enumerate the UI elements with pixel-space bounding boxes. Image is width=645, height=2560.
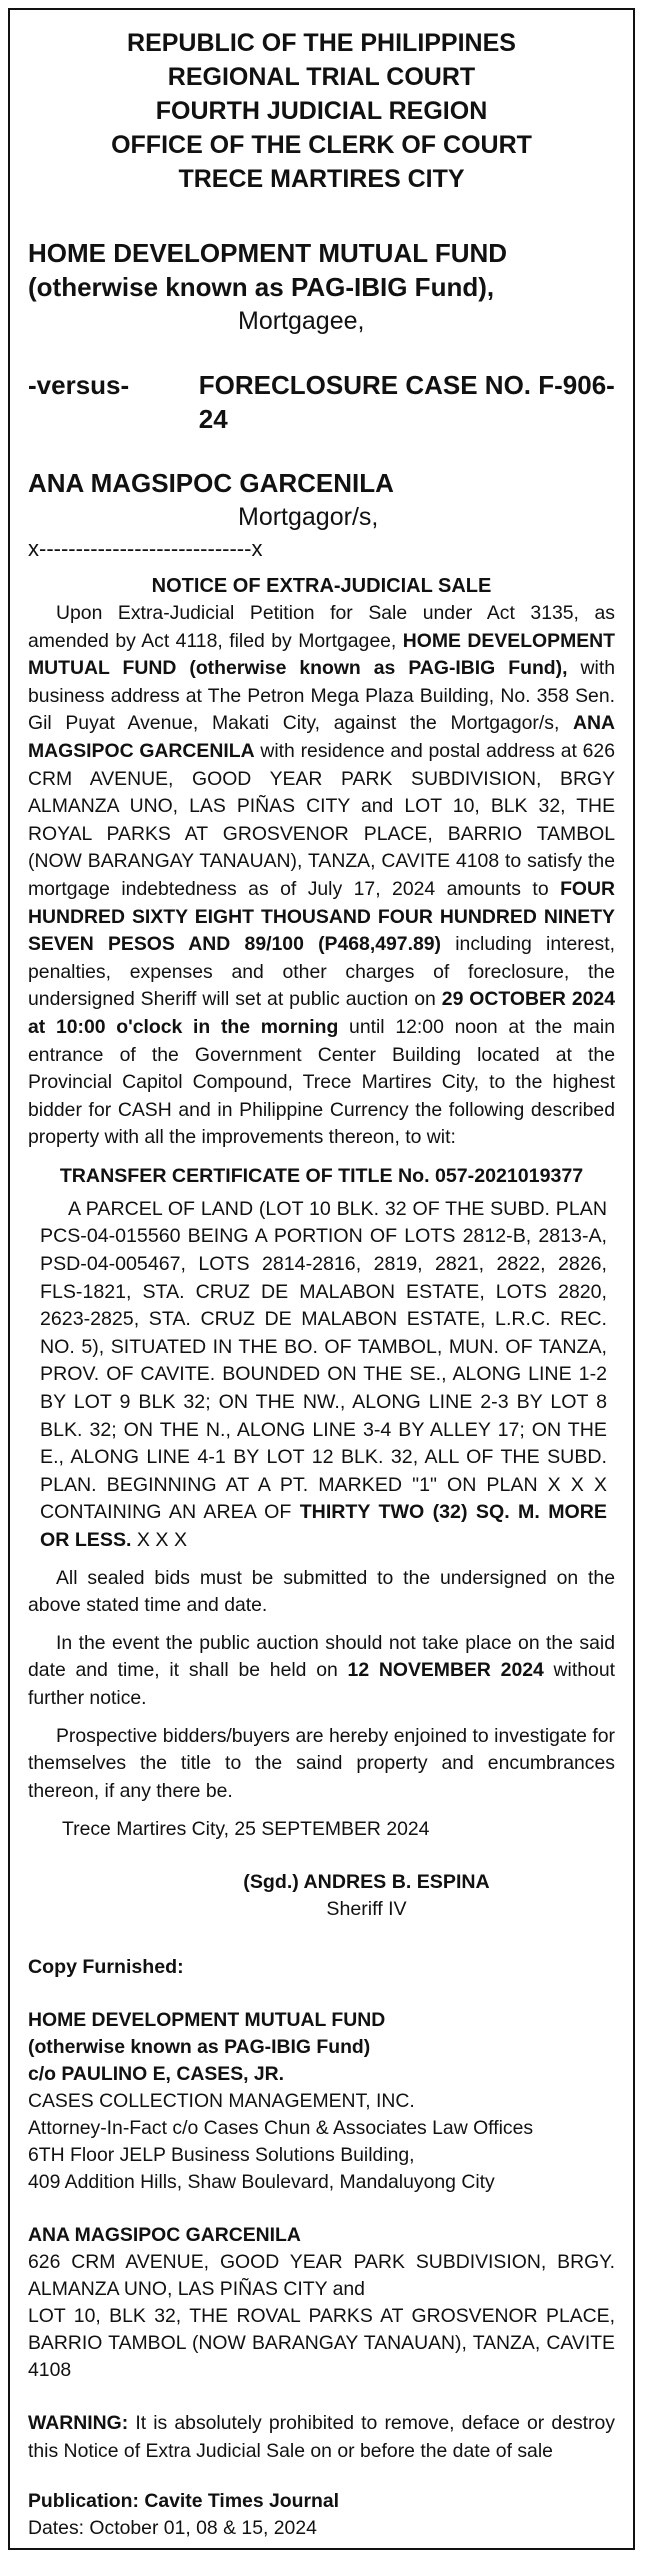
text: Upon Extra-Judicial Petition for Sale under Act 3135, as amended by Act 4118, filed by Mortgagee, xyxy=(28,602,615,652)
warning-notice xyxy=(10,2410,633,2465)
publication-dates: Dates: October 01, 08 & 15, 2024 xyxy=(28,2516,317,2539)
sheriff-name: (Sgd.) ANDRES B. ESPINA xyxy=(243,1871,490,1894)
caption-divider: x-----------------------------x xyxy=(28,536,263,561)
paragraph-petition xyxy=(28,600,615,1152)
text: including interest, penalties, expenses and other charges of foreclosure, the undersigned Sheriff will set at public auction on xyxy=(28,933,615,1011)
plaintiff-name: HOME DEVELOPMENT MUTUAL FUND xyxy=(28,238,508,268)
defendant-name: ANA MAGSIPOC GARCENILA xyxy=(28,468,394,498)
sheriff-title: Sheriff IV xyxy=(326,1898,407,1921)
text: A PARCEL OF LAND (LOT 10 BLK. 32 OF THE SUBD. PLAN PCS-04-015560 BEING A PORTION OF LOTS 2812-B, 2813-A, PSD-04-005467, LOTS 2814-2816, 2819, 2821, 2822, 2826, FLS-1821, STA. CRUZ DE MALABON ESTATE, LOTS 2820, 2623-2825, STA. CRUZ DE MALABON ESTATE, L.R.C. REC. NO. 5), SITUATED IN THE BO. OF TAMBOL, MUN. OF TANZA, PROV. OF CAVITE. BOUNDED ON THE SE., ALONG LINE 1-2 BY LOT 9 BLK 32; ON THE NW., ALONG LINE 2-3 BY LOT 8 BLK. 32; ON THE N., ALONG LINE 3-4 BY ALLEY 17; ON THE E., ALONG LINE 4-1 BY LOT 12 BLK. 32, ALL OF THE SUBD. PLAN. BEGINNING AT A PT. MARKED "1" ON PLAN X X X CONTAINING AN AREA OF xyxy=(40,1197,607,1524)
warning-label: WARNING: xyxy=(28,2412,129,2435)
recipient-address-2: LOT 10, BLK 32, THE ROVAL PARKS AT GROSVENOR PLACE, BARRIO TAMBOL (NOW BARANGAY TANAUAN), TANZA, CAVITE 4108 xyxy=(28,2305,615,2382)
paragraph-reschedule xyxy=(28,1630,615,1713)
notice-body-continued xyxy=(10,1565,633,1806)
land-description xyxy=(10,1196,633,1555)
versus-row xyxy=(10,368,633,436)
warning-text: It is absolutely prohibited to remove, deface or destroy this Notice of Extra Judicial Sale on or before the date of sale xyxy=(28,2412,615,2462)
text: In the event the public auction should not take place on the said date and time, it shall be held on xyxy=(28,1631,615,1682)
text: until 12:00 noon at the main entrance of the Government Center Building located at the Provincial Capitol Compound, Trece Martires City, to the highest bidder for CASH and in Philippine Currency the following described property with all the improvements thereon, to wit: xyxy=(28,1015,616,1149)
versus-label: -versus- xyxy=(28,370,130,400)
plaintiff-aka: (otherwise known as PAG-IBIG Fund), xyxy=(28,272,495,302)
paragraph-bidders: Prospective bidders/buyers are hereby enjoined to investigate for themselves the title to the saind property and encumbrances thereon, if any there be. xyxy=(28,1724,615,1802)
header-line-1: REPUBLIC OF THE PHILIPPINES xyxy=(127,29,516,57)
title-certificate-number: TRANSFER CERTIFICATE OF TITLE No. 057-2021019377 xyxy=(59,1164,584,1187)
amount: FOUR HUNDRED SIXTY EIGHT THOUSAND FOUR HUNDRED NINETY SEVEN PESOS AND 89/100 (P468,497.89) xyxy=(28,877,615,956)
recipient-mortgagor xyxy=(10,2222,633,2384)
place-and-date: Trece Martires City, 25 SEPTEMBER 2024 xyxy=(62,1818,430,1841)
recipient-address-1: 626 CRM AVENUE, GOOD YEAR PARK SUBDIVISION, BRGY. ALMANZA UNO, LAS PIÑAS CITY and xyxy=(28,2251,615,2301)
case-caption xyxy=(10,236,633,564)
recipient-aka: (otherwise known as PAG-IBIG Fund) xyxy=(28,2036,371,2059)
plaintiff-role: Mortgagee, xyxy=(238,307,365,335)
copy-furnished-label: Copy Furnished: xyxy=(28,1956,184,1979)
header-line-2: REGIONAL TRIAL COURT xyxy=(167,63,476,91)
recipient-address-1: 6TH Floor JELP Business Solutions Building, xyxy=(28,2144,415,2167)
text: with residence and postal address at 626 CRM AVENUE, GOOD YEAR PARK SUBDIVISION, BRGY ALMANZA UNO, LAS PIÑAS CITY and LOT 10, BLK 32, THE ROYAL PARKS AT GROSVENOR PLACE, BARRIO TAMBOL (NOW BARANGAY TANAUAN), TANZA, CAVITE 4108 to satisfy the mortgage indebtedness as of July 17, 2024 amounts to xyxy=(28,739,615,900)
case-number: FORECLOSURE CASE NO. F-906-24 xyxy=(198,370,615,434)
mortgagee-name: HOME DEVELOPMENT MUTUAL FUND (otherwise known as PAG-IBIG Fund), xyxy=(28,629,615,680)
recipient-attorney: Attorney-In-Fact c/o Cases Chun & Associates Law Offices xyxy=(28,2117,534,2140)
header-line-4: OFFICE OF THE CLERK OF COURT xyxy=(111,131,532,159)
alternate-date: 12 NOVEMBER 2024 xyxy=(347,1659,544,1682)
recipient-name: HOME DEVELOPMENT MUTUAL FUND xyxy=(28,2009,386,2032)
recipient-address-2: 409 Addition Hills, Shaw Boulevard, Mandaluyong City xyxy=(28,2171,495,2194)
publication-info xyxy=(10,2488,633,2542)
defendant-role: Mortgagor/s, xyxy=(238,503,379,531)
text: without further notice. xyxy=(28,1659,615,1709)
recipient-mortgagee xyxy=(10,2007,633,2196)
recipient-care-of: c/o PAULINO E, CASES, JR. xyxy=(28,2063,285,2086)
signature-block xyxy=(10,1869,633,1923)
recipient-company: CASES COLLECTION MANAGEMENT, INC. xyxy=(28,2090,415,2113)
mortgagor-name: ANA MAGSIPOC GARCENILA xyxy=(28,712,615,762)
text: with business address at The Petron Mega Plaza Building, No. 358 Sen. Gil Puyat Avenue, Makati City, against the Mortgagor/s, xyxy=(28,657,615,735)
notice-body xyxy=(10,600,633,1152)
header-line-3: FOURTH JUDICIAL REGION xyxy=(155,97,488,125)
court-header xyxy=(10,26,633,196)
recipient-name: ANA MAGSIPOC GARCENILA xyxy=(28,2224,301,2247)
paragraph-bids: All sealed bids must be submitted to the undersigned on the above stated time and date. xyxy=(28,1566,615,1617)
notice-title: NOTICE OF EXTRA-JUDICIAL SALE xyxy=(151,575,492,597)
land-area: THIRTY TWO (32) SQ. M. MORE OR LESS. xyxy=(40,1501,607,1551)
legal-notice-page xyxy=(8,8,635,2550)
publication-label: Publication: Cavite Times Journal xyxy=(28,2489,340,2512)
auction-date: 29 OCTOBER 2024 at 10:00 o'clock in the morning xyxy=(28,988,615,1038)
text: X X X xyxy=(131,1529,188,1551)
header-line-5: TRECE MARTIRES CITY xyxy=(178,165,465,193)
